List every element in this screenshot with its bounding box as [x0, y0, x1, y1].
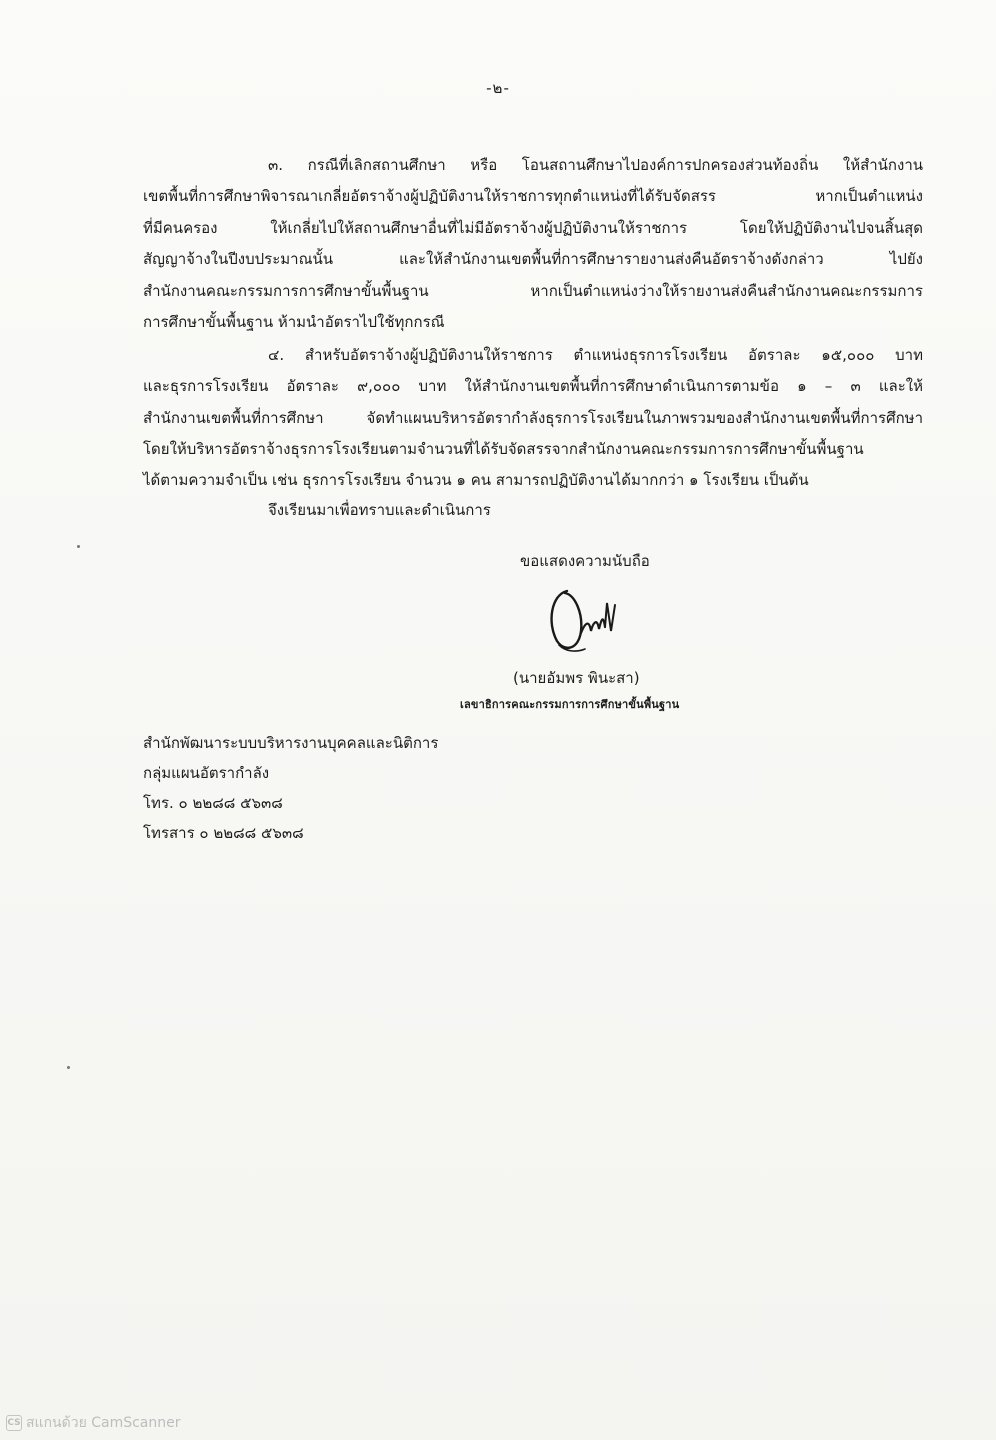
paragraph-3-line-6: การศึกษาขั้นพื้นฐาน ห้ามนำอัตราไปใช้ทุกกรณี — [143, 313, 445, 331]
scan-speck — [67, 1066, 70, 1069]
phone-number: โทร. ๐ ๒๒๘๘ ๕๖๓๘ — [143, 794, 283, 812]
signer-title: เลขาธิการคณะกรรมการการศึกษาขั้นพื้นฐาน — [460, 698, 680, 711]
paragraph-4-line-5: ได้ตามความจำเป็น เช่น ธุรการโรงเรียน จำนวน ๑ คน สามารถปฏิบัติงานได้มากกว่า ๑ โรงเรียน เป็นต้น — [143, 471, 809, 489]
camscanner-watermark — [6, 1413, 181, 1433]
paragraph-4-line-2: และธุรการโรงเรียน อัตราละ ๙,๐๐๐ บาท ให้สำนักงานเขตพื้นที่การศึกษาดำเนินการตามข้อ ๑ – ๓ และให้ — [143, 377, 923, 395]
paragraph-3-line-4: สัญญาจ้างในปีงบประมาณนั้น และให้สำนักงานเขตพื้นที่การศึกษารายงานส่งคืนอัตราจ้างดังกล่าว ไปยัง — [143, 250, 923, 268]
paragraph-4-line-1: ๔. สำหรับอัตราจ้างผู้ปฏิบัติงานให้ราชการ ตำแหน่งธุรการโรงเรียน อัตราละ ๑๕,๐๐๐ บาท — [268, 346, 923, 364]
paragraph-3-line-1: ๓. กรณีที่เลิกสถานศึกษา หรือ โอนสถานศึกษาไปองค์การปกครองส่วนท้องถิ่น ให้สำนักงาน — [268, 156, 923, 174]
camscanner-logo-icon: CS — [6, 1415, 22, 1431]
closing-text: จึงเรียนมาเพื่อทราบและดำเนินการ — [268, 501, 491, 519]
signer-name: (นายอัมพร พินะสา) — [513, 669, 640, 687]
scan-speck — [77, 545, 80, 548]
office-name: สำนักพัฒนาระบบบริหารงานบุคคลและนิติการ — [143, 734, 439, 752]
paragraph-4-line-3: สำนักงานเขตพื้นที่การศึกษา จัดทำแผนบริหารอัตรากำลังธุรการโรงเรียนในภาพรวมของสำนักงานเขตพื้นที่การศึกษา — [143, 409, 923, 427]
paragraph-3-line-5: สำนักงานคณะกรรมการการศึกษาขั้นพื้นฐาน หากเป็นตำแหน่งว่างให้รายงานส่งคืนสำนักงานคณะกรรมการ — [143, 282, 923, 300]
camscanner-text: สแกนด้วย CamScanner — [26, 1415, 181, 1431]
fax-number: โทรสาร ๐ ๒๒๘๘ ๕๖๓๘ — [143, 824, 304, 842]
handwritten-signature — [545, 583, 635, 655]
page-number: -๒- — [486, 79, 510, 97]
paragraph-3-line-3: ที่มีคนครอง ให้เกลี่ยไปให้สถานศึกษาอื่นที่ไม่มีอัตราจ้างผู้ปฏิบัติงานให้ราชการ โดยให้ปฏิบัติงานไปจนสิ้นสุด — [143, 219, 923, 237]
regards-text: ขอแสดงความนับถือ — [520, 552, 650, 570]
group-name: กลุ่มแผนอัตรากำลัง — [143, 764, 270, 782]
paragraph-4-line-4: โดยให้บริหารอัตราจ้างธุรการโรงเรียนตามจำนวนที่ได้รับจัดสรรจากสำนักงานคณะกรรมการการศึกษาขั้นพื้นฐาน — [143, 440, 864, 458]
paragraph-3-line-2: เขตพื้นที่การศึกษาพิจารณาเกลี่ยอัตราจ้างผู้ปฏิบัติงานให้ราชการทุกตำแหน่งที่ได้รับจัดสรร หากเป็นตำแหน่ง — [143, 187, 923, 205]
